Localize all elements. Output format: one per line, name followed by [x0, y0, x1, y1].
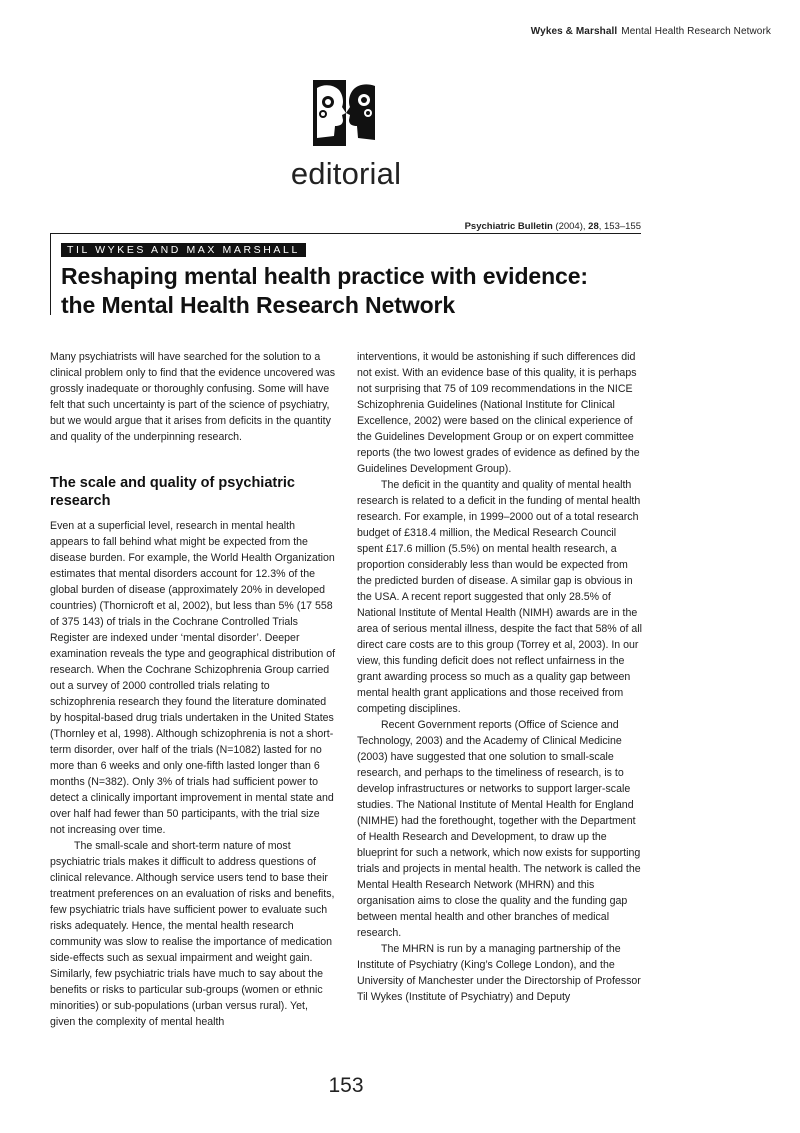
article-title-line-2: the Mental Health Research Network — [61, 292, 456, 318]
section-label: editorial — [290, 156, 402, 191]
article-title-line-1: Reshaping mental health practice with evidence: — [61, 263, 588, 289]
article-title — [61, 262, 631, 320]
header-rule-left — [50, 233, 51, 315]
right-paragraph-1: interventions, it would be astonishing if such differences did not exist. With an evidence base of this quality, it is perhaps not surprising that 75 of 109 recommendations in the NICE Schizophrenia Guidelines (National Institute for Clinical Excellence, 2002) were based on the clinical experience of the Guidelines Development Group or on expert committee reports (the two lowest grades of evidence as defined by the Guidelines Development Group). — [357, 351, 640, 475]
citation-journal: Psychiatric Bulletin — [464, 221, 553, 232]
right-paragraph-4: The MHRN is run by a managing partnership of the Institute of Psychiatry (King’s College London), and the University of Manchester under the Directorship of Professor Til Wykes (Institute of Psychiatry) and Deputy — [357, 943, 641, 1003]
citation-volume: 28 — [588, 221, 599, 232]
left-paragraph-1: Even at a superficial level, research in mental health appears to fall behind what might be expected from the disease burden. For example, the World Health Organization estimates that mental disorders account for 12.3% of the global burden of disease (approximately 20% in developed countries) (Thornicroft et al, 2002), but less than 5% (17 558 of 375 143) of trials in the Cochrane Controlled Trials Register are indexed under ‘mental disorder’. Deeper examination reveals the type and geographical distribution of research. When the Cochrane Schizophrenia Group carried out a survey of 2000 controlled trials relating to schizophrenia research they found the literature dominated by hospital-based drug trials undertaken in the United States (Thornley et al, 1998). Although schizophrenia is not a short-term disorder, over half of the trials (N=1082) lasted for no more than 6 weeks and only one-fifth lasted longer than 6 months (N=382). Only 3% of trials had sufficient power to detect a clinically important improvement in mental state and over half had fewer than 50 participants, with the trial size not increasing over time. — [50, 520, 336, 836]
running-head-authors: Wykes & Marshall — [530, 26, 618, 37]
left-paragraph-2: The small-scale and short-term nature of most psychiatric trials makes it difficult to address questions of clinical relevance. Although service users tend to base their treatment preferences on an evaluation of risks and benefits, few psychiatric trials have sufficient power to evaluate such risks adequately. Hence, the mental health research community was slow to realise the importance of medication side-effects such as sexual impairment and weight gain. Similarly, few psychiatric trials have much to say about the benefits or risks to particular sub-groups (women or ethnic minorities) or sub-populations (urban versus rural). Yet, given the complexity of mental health — [50, 840, 335, 1028]
right-paragraph-3: Recent Government reports (Office of Science and Technology, 2003) and the Academy of Clinical Medicine (2003) have suggested that one solution to small-scale research, and perhaps to the timeliness of research, is to develop infrastructures or networks to support larger-scale studies. The National Institute of Mental Health for England (NIMHE) had the forethought, together with the Department of Health Research and Development, to draw up the blueprint for such a network, which now exists for supporting trials and projects in mental health. The network is called the Mental Health Research Network (MHRN) and this organisation aims to close the quality and the funding gap between mental health and other branches of medical research. — [357, 719, 641, 939]
left-column — [50, 349, 336, 1030]
citation — [465, 221, 641, 232]
author-bar: TIL WYKES AND MAX MARSHALL — [61, 243, 306, 257]
citation-year: (2004), — [555, 221, 586, 232]
running-head — [531, 26, 771, 37]
right-column — [357, 349, 643, 1005]
editorial-heads-logo-icon — [313, 80, 379, 146]
intro-paragraph: Many psychiatrists will have searched for the solution to a clinical problem only to find that the evidence uncovered was grossly inadequate or thoroughly confusing. Some will have felt that such uncertainty is part of the science of psychiatry, but we would argue that it arises from deficits in the quantity and quality of the underpinning research. — [50, 351, 336, 443]
right-paragraph-2: The deficit in the quantity and quality of mental health research is related to a deficit in the funding of mental health research. For example, in 1999–2000 out of a total research budget of £318.4 million, the Medical Research Council spent £17.6 million (5.5%) on mental health research, a proportion considerably less than would be expected from the predicted burden of disease. A similar gap is obvious in the USA. A recent report suggested that only 28.5% of National Institute of Mental Health (NIMH) awards are in the area of serious mental illness, despite the fact that 58% of all direct care costs are to this group (Torrey et al, 2003). In our view, this funding deficit does not reflect unfairness in the grant awarding process so much as a quality gap between mental health grant applications and those received from competing disciplines. — [357, 479, 643, 715]
running-head-subject: Mental Health Research Network — [621, 26, 771, 37]
page-number: 153 — [328, 1074, 364, 1097]
citation-pages: , 153–155 — [598, 221, 641, 232]
header-rule-top — [50, 233, 641, 234]
section-heading: The scale and quality of psychiatric research — [50, 475, 295, 509]
